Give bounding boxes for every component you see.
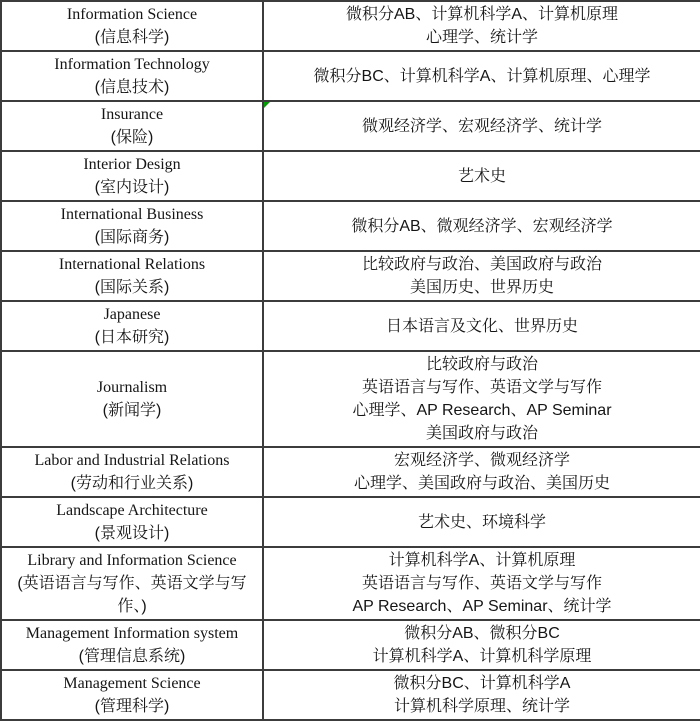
- major-name-chinese: (景观设计): [94, 525, 170, 542]
- cell-flag-triangle-icon: [264, 102, 270, 108]
- course-list-line: 微观经济学、宏观经济学、统计学: [361, 117, 602, 135]
- course-list-line: 计算机科学原理、统计学: [393, 698, 570, 715]
- course-list-line: 微积分BC、计算机科学A、计算机原理、心理学: [313, 67, 651, 85]
- table-row: [1, 251, 700, 301]
- major-name-english: International Relations: [58, 256, 206, 273]
- major-name-english: Insurance: [100, 106, 164, 123]
- major-name-chinese: (信息技术): [94, 79, 170, 96]
- table-row: [1, 497, 700, 547]
- major-name-english: Interior Design: [83, 156, 181, 173]
- courses-cell: [263, 201, 700, 251]
- table-row: [1, 301, 700, 351]
- major-cell: [1, 101, 263, 151]
- major-cell: [1, 670, 263, 720]
- courses-cell: [263, 547, 700, 620]
- major-name-chinese: (管理信息系统): [78, 648, 186, 665]
- major-name-chinese: (信息科学): [94, 29, 170, 46]
- course-list-line: 心理学、美国政府与政治、美国历史: [353, 475, 610, 492]
- course-list-line: 微积分AB、计算机科学A、计算机原理: [345, 6, 619, 23]
- table-row: [1, 1, 700, 51]
- major-cell: [1, 251, 263, 301]
- courses-cell: [263, 301, 700, 351]
- major-name-english: Japanese: [103, 306, 161, 323]
- courses-cell: [263, 351, 700, 447]
- major-name-chinese: (保险): [110, 129, 154, 146]
- courses-cell: [263, 1, 700, 51]
- course-list-line: 英语语言与写作、英语文学与写作: [361, 575, 602, 592]
- major-cell: [1, 301, 263, 351]
- courses-cell: [263, 447, 700, 497]
- course-list-line: 微积分BC、计算机科学A: [393, 675, 571, 692]
- major-cell: [1, 1, 263, 51]
- table-row: [1, 670, 700, 720]
- major-name-english: Landscape Architecture: [56, 502, 208, 519]
- major-name-chinese: (国际商务): [94, 229, 170, 246]
- courses-cell: [263, 670, 700, 720]
- major-cell: [1, 447, 263, 497]
- table-row: [1, 620, 700, 670]
- major-name-english: Labor and Industrial Relations: [34, 452, 230, 469]
- course-list-line: 美国历史、世界历史: [409, 279, 554, 296]
- major-name-english: Management Science: [63, 675, 201, 692]
- major-name-english: International Business: [60, 206, 204, 223]
- courses-cell: [263, 151, 700, 201]
- course-list-line: 心理学、统计学: [425, 29, 538, 46]
- course-list-line: 艺术史、环境科学: [417, 513, 546, 531]
- major-name-english: Management Information system: [25, 625, 239, 642]
- major-cell: [1, 201, 263, 251]
- course-list-line: 日本语言及文化、世界历史: [385, 317, 578, 335]
- major-cell: [1, 351, 263, 447]
- major-name-chinese: (劳动和行业关系): [70, 475, 194, 492]
- courses-cell: [263, 51, 700, 101]
- major-cell: [1, 547, 263, 620]
- major-cell: [1, 620, 263, 670]
- courses-cell: [263, 497, 700, 547]
- major-cell: [1, 497, 263, 547]
- course-list-line: 心理学、AP Research、AP Seminar: [352, 402, 612, 419]
- table-row: [1, 447, 700, 497]
- course-list-line: 计算机科学A、计算机原理: [388, 552, 576, 569]
- course-list-line: AP Research、AP Seminar、统计学: [352, 598, 612, 615]
- major-cell: [1, 51, 263, 101]
- table-row: [1, 201, 700, 251]
- major-name-chinese: (管理科学): [94, 698, 170, 715]
- major-name-chinese: (室内设计): [94, 179, 170, 196]
- table-body: [1, 1, 700, 720]
- course-list-line: 微积分AB、微积分BC: [404, 625, 560, 642]
- major-name-english: Journalism: [96, 379, 168, 396]
- courses-cell: [263, 101, 700, 151]
- courses-cell: [263, 251, 700, 301]
- major-name-english: Information Technology: [54, 56, 210, 73]
- table-row: [1, 51, 700, 101]
- course-list-line: 比较政府与政治、美国政府与政治: [361, 256, 602, 273]
- course-list-line: 比较政府与政治: [425, 356, 538, 373]
- table-row: [1, 547, 700, 620]
- course-list-line: 英语语言与写作、英语文学与写作: [361, 379, 602, 396]
- major-name-chinese: (国际关系): [94, 279, 170, 296]
- major-name-chinese: (英语语言与写作、英语文学与写作、): [17, 575, 247, 615]
- course-list-line: 艺术史: [457, 167, 506, 185]
- major-name-english: Library and Information Science: [27, 552, 237, 569]
- table-row: [1, 351, 700, 447]
- major-name-chinese: (新闻学): [102, 402, 162, 419]
- table-row: [1, 151, 700, 201]
- course-list-line: 美国政府与政治: [425, 425, 538, 442]
- course-list-line: 宏观经济学、微观经济学: [393, 452, 570, 469]
- major-cell: [1, 151, 263, 201]
- major-name-chinese: (日本研究): [94, 329, 170, 346]
- courses-cell: [263, 620, 700, 670]
- course-list-line: 微积分AB、微观经济学、宏观经济学: [351, 217, 613, 235]
- major-name-english: Information Science: [66, 6, 198, 23]
- table-row: [1, 101, 700, 151]
- course-list-line: 计算机科学A、计算机科学原理: [372, 648, 592, 665]
